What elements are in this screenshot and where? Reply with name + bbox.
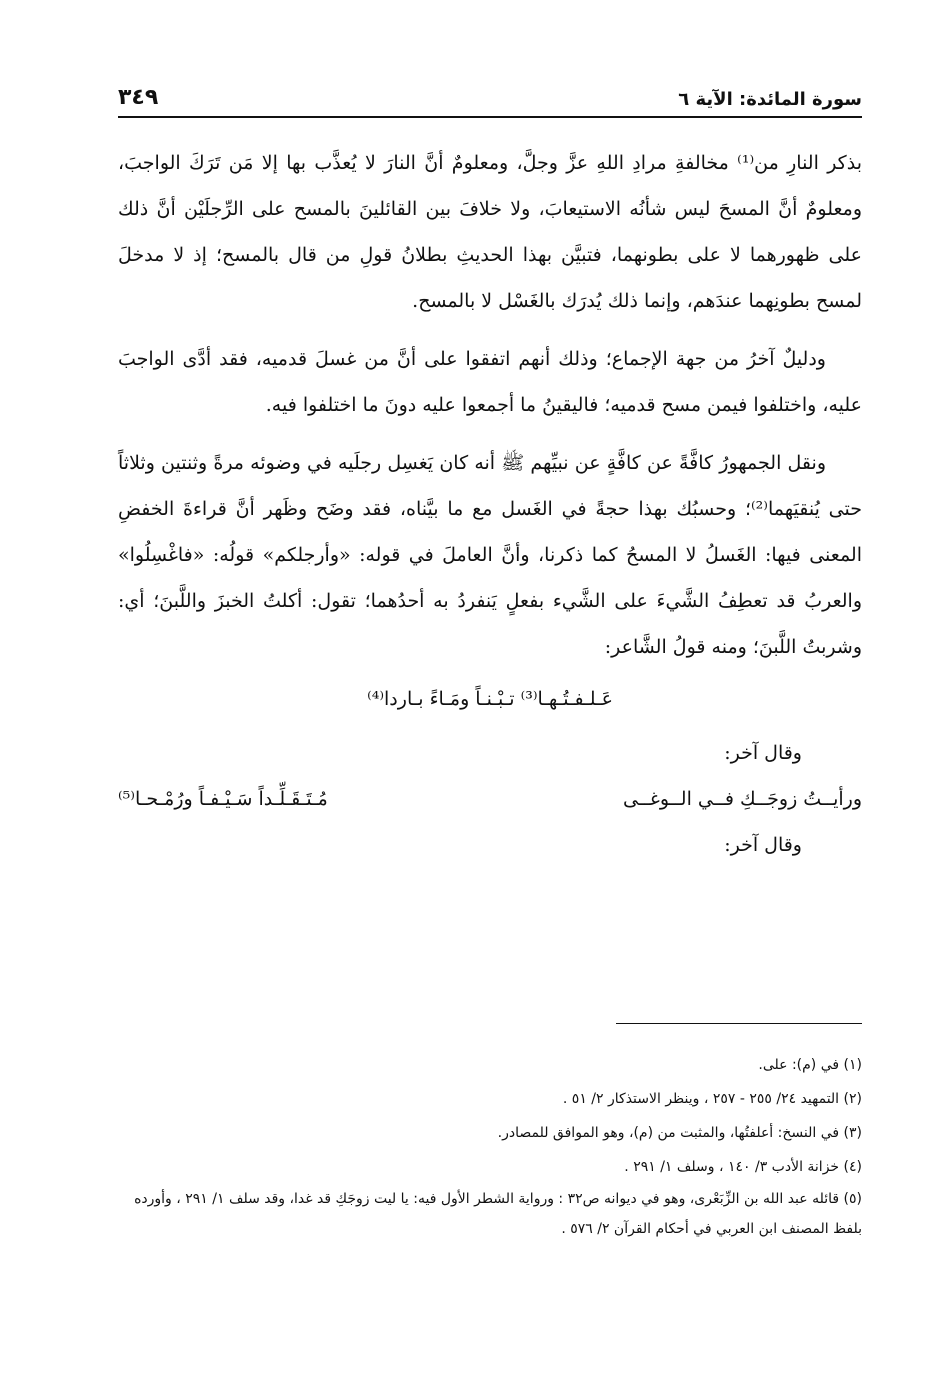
- qal-akhar-label-2: وقال آخر:: [724, 834, 802, 856]
- poetry-couplet: [118, 776, 862, 822]
- footnotes: [118, 1048, 862, 1244]
- footnote-4: (٤) خزانة الأدب ٣/ ١٤٠ ، وسلف ١/ ٢٩١ .: [624, 1159, 862, 1175]
- page-number: ٣٤٩: [118, 85, 159, 110]
- footnote-1: (١) في (م): على.: [758, 1057, 862, 1073]
- qal-akhar-label-1: وقال آخر:: [724, 742, 802, 764]
- couplet-first-hemistich: ورأيــتُ زوجَــكِ فــي الــوغــى: [622, 788, 862, 810]
- main-text: [118, 140, 862, 868]
- footnote-2: (٢) التمهيد ٢٤/ ٢٥٥ - ٢٥٧ ، وينظر الاستذكار ٢/ ٥١ .: [562, 1091, 862, 1107]
- paragraph-3: ونقل الجمهورُ كافَّةً عن كافَّةٍ عن نبيِّهم ﷺ أنه كان يَغسِل رجلَيه في وضوئه مرةً وثنتين وثلاثاً حتى يُنقيَهما⁽²⁾؛ وحسبُك بهذا حجةً في الغَسل مع ما بيَّناه، فقد وضَح وظَهر أنَّ قراءةَ الخفضِ المعنى فيها: الغَسلُ لا المسحُ كما ذكرنا، وأنَّ العاملَ في قوله: «وأرجلكم» قولُه: «فاغْسِلُوا» والعربُ قد تعطِفُ الشَّيءَ على الشَّيء بفعلٍ يَنفردُ به أحدُهما؛ تقول: أكلتُ الخبزَ واللَّبنَ؛ أي: وشربتُ اللَّبنَ؛ ومنه قولُ الشَّاعر:: [118, 452, 862, 658]
- footnote-5: (٥) قائله عبد الله بن الزِّبَعْرى، وهو في ديوانه ص٣٢ : ورواية الشطر الأول فيه: يا ليت زوجَكِ قد غدا، وقد سلف ١/ ٢٩١ ، وأورده بلفظ المصنف ابن العربي في أحكام القرآن ٢/ ٥٧٦ .: [134, 1191, 862, 1237]
- page-header: [118, 70, 862, 118]
- paragraph-2: ودليلٌ آخرُ من جهة الإجماع؛ وذلك أنهم اتفقوا على أنَّ من غسلَ قدميه، فقد أدَّى الواجبَ عليه، واختلفوا فيمن مسح قدميه؛ فاليقينُ ما أجمعوا عليه دونَ ما اختلفوا فيه.: [118, 348, 862, 416]
- poetry-verse-1: عَـلـفـتُـهـا⁽³⁾ تـبْـنـاً ومَـاءً بـاردا⁽⁴⁾: [367, 688, 613, 710]
- footnote-3: (٣) في النسخ: أعلفتُها، والمثبت من (م)، وهو الموافق للمصادر.: [497, 1125, 862, 1141]
- footnote-separator: [616, 1023, 862, 1024]
- couplet-second-hemistich: مُـتَـقَـلِّـداً سَـيْـفـاً ورُمْـحـا⁽⁵⁾: [118, 788, 328, 810]
- paragraph-1: بذكر النارِ من⁽¹⁾ مخالفةِ مرادِ اللهِ عزَّ وجلَّ، ومعلومٌ أنَّ النارَ لا يُعذَّب بها إلا مَن تَرَكَ الواجبَ، ومعلومٌ أنَّ المسحَ ليس شأنُه الاستيعابَ، ولا خلافَ بين القائلينَ بالمسح على الرِّجلَيْن أنَّ ذلك على ظهورهما لا على بطونهما، فتبيَّن بهذا الحديثِ بطلانُ قولِ من قال بالمسح؛ إذ لا مدخلَ لمسح بطونِهما عندَهم، وإنما ذلك يُدرَك بالغَسْل لا بالمسح.: [118, 152, 862, 312]
- chapter-title: سورة المائدة: الآية ٦: [678, 89, 862, 110]
